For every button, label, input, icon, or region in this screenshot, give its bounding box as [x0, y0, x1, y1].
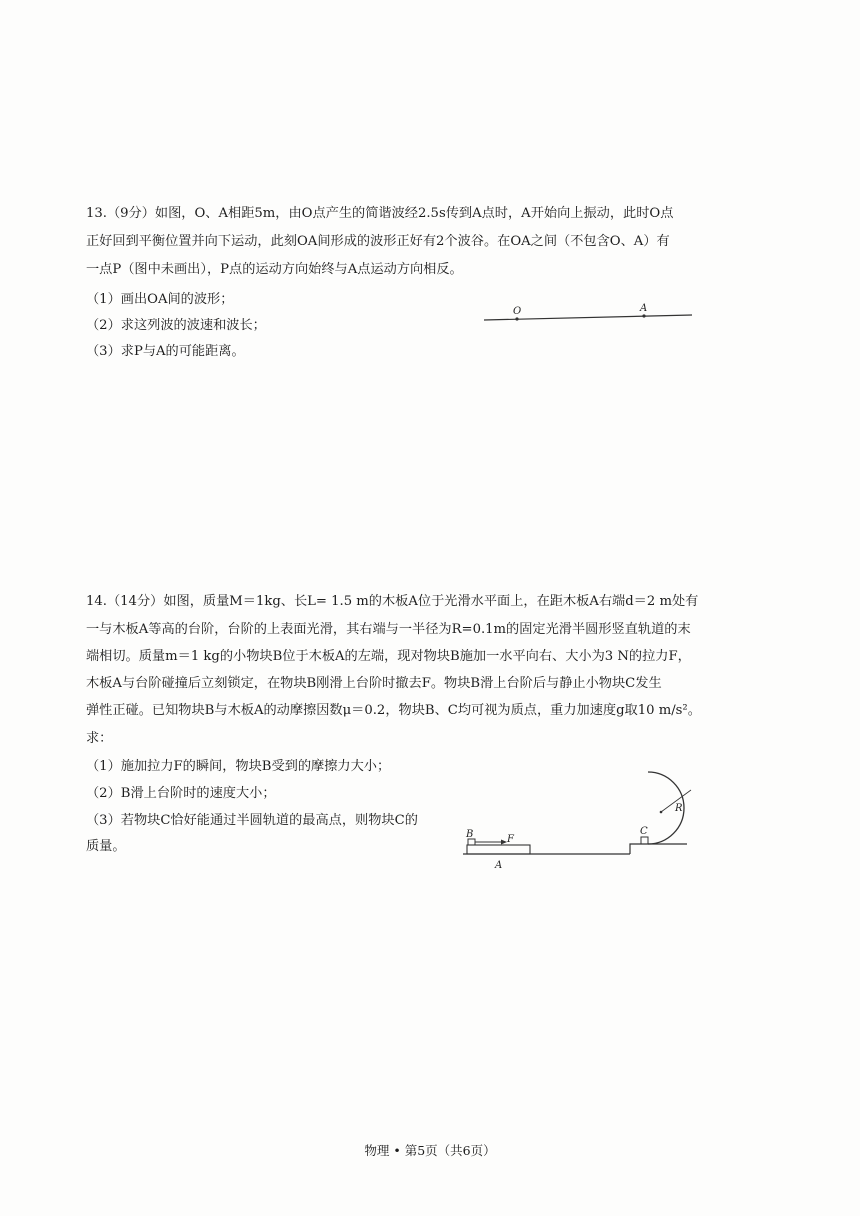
q13-figure — [478, 298, 698, 328]
q14-sub-2: （2）B滑上台阶时的速度大小； — [86, 786, 276, 801]
point-a — [642, 314, 645, 317]
q14-line-2: 一与木板A等高的台阶，台阶的上表面光滑，其右端与一半径为R=0.1m的固定光滑半圆形竖直轨道的末 — [86, 622, 691, 637]
point-o — [515, 317, 518, 320]
q14-line-1: 14.（14分）如图，质量M＝1kg、长L= 1.5 m的木板A位于光滑水平面上，在距木板A右端d＝2 m处有 — [86, 594, 699, 609]
q13-sub-2: （2）求这列波的波速和波长； — [86, 318, 266, 333]
label-o: O — [513, 306, 522, 317]
q14-sub-1: （1）施加拉力F的瞬间，物块B受到的摩擦力大小； — [86, 759, 391, 774]
label-c: C — [640, 826, 648, 837]
label-r: R — [675, 803, 683, 814]
board-a — [467, 845, 530, 854]
track-center — [660, 811, 663, 814]
page-footer: 物理 • 第5页（共6页） — [364, 1143, 496, 1158]
step — [630, 844, 687, 854]
label-f: F — [507, 834, 514, 845]
q14-line-6: 求： — [86, 731, 113, 746]
q13-line-1: 13.（9分）如图，O、A相距5m，由O点产生的简谐波经2.5s传到A点时，A开始向上振动，此时O点 — [86, 206, 674, 221]
q14-sub-3: （3）若物块C恰好能通过半圆轨道的最高点，则物块C的 — [86, 813, 418, 828]
label-a: A — [640, 303, 648, 314]
q14-figure — [455, 764, 710, 874]
q14-line-5: 弹性正碰。已知物块B与木板A的动摩擦因数μ＝0.2，物块B、C均可视为质点，重力加速度g取10 m/s²。 — [86, 703, 701, 718]
q13-line-3: 一点P（图中未画出），P点的运动方向始终与A点运动方向相反。 — [86, 262, 463, 277]
label-b: B — [466, 829, 474, 840]
q13-sub-3: （3）求P与A的可能距离。 — [86, 344, 245, 359]
q14-sub-3-cont: 质量。 — [86, 839, 126, 854]
q14-line-3: 端相切。质量m＝1 kg的小物块B位于木板A的左端，现对物块B施加一水平向右、大小为3 N的拉力F， — [86, 649, 691, 664]
q14-line-4: 木板A与台阶碰撞后立刻锁定，在物块B刚滑上台阶时撤去F。物块B滑上台阶后与静止小物块C发生 — [86, 676, 662, 691]
label-a: A — [495, 860, 503, 871]
q13-line-2: 正好回到平衡位置并向下运动，此刻OA间形成的波形正好有2个波谷。在OA之间（不包含O、A）有 — [86, 234, 670, 249]
block-c — [641, 837, 648, 844]
q13-sub-1: （1）画出OA间的波形； — [86, 292, 234, 307]
